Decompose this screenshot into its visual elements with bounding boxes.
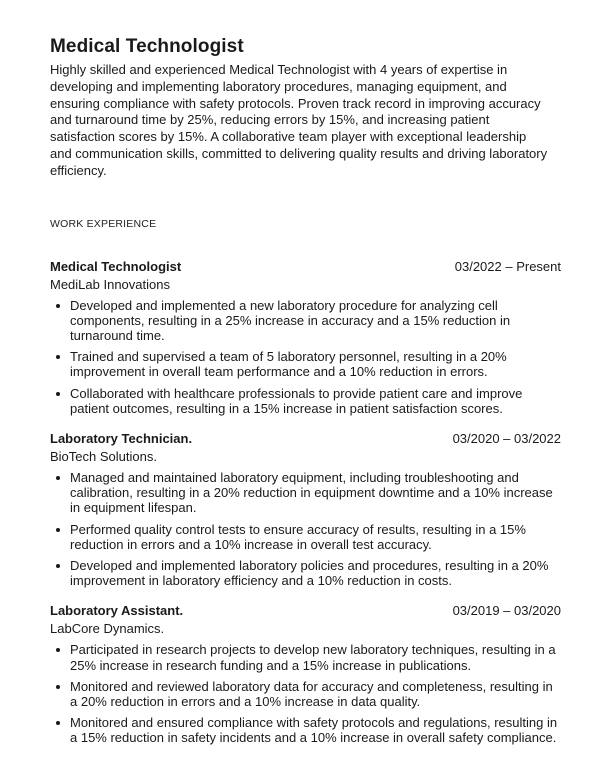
- professional-summary: Highly skilled and experienced Medical Technologist with 4 years of expertise in developing and implementing laboratory procedures, managing equipment, and ensuring compliance with safety protocols. Proven track record in improving accuracy and turnaround time by 25%, reducing errors by 15%, and increasing patient satisfaction scores by 15%. A collaborative team player with exceptional leadership and communication skills, committed to delivering quality results and driving laboratory efficiency.: [50, 62, 548, 178]
- job-bullet: Trained and supervised a team of 5 laboratory personnel, resulting in a 20% improvement in overall team performance and a 10% reduction in errors.: [50, 349, 562, 379]
- job-entry: [50, 430, 561, 588]
- job-bullet-list: [50, 470, 561, 588]
- job-title: Medical Technologist: [50, 258, 182, 274]
- resume-title: Medical Technologist: [50, 36, 244, 57]
- job-bullet-list: [50, 298, 561, 416]
- job-bullet: Managed and maintained laboratory equipment, including troubleshooting and calibration, resulting in a 20% reduction in equipment downtime and a 10% increase in equipment lifespan.: [50, 470, 562, 516]
- job-entry: [50, 258, 561, 416]
- job-title: Laboratory Assistant.: [50, 603, 184, 619]
- job-header: [50, 258, 561, 276]
- job-bullet: Performed quality control tests to ensure accuracy of results, resulting in a 15% reduction in errors and a 10% increase in overall test accuracy.: [50, 522, 562, 552]
- work-experience-heading: WORK EXPERIENCE: [50, 217, 157, 230]
- job-company: LabCore Dynamics.: [50, 621, 165, 637]
- job-company: BioTech Solutions.: [50, 449, 157, 464]
- job-header: [50, 430, 561, 448]
- job-bullet: Developed and implemented laboratory policies and procedures, resulting in a 20% improvement in laboratory efficiency and a 10% reduction in costs.: [50, 558, 562, 588]
- job-bullet: Developed and implemented a new laboratory procedure for analyzing cell components, resulting in a 25% increase in accuracy and a 15% reduction in turnaround time.: [50, 298, 562, 344]
- job-bullet: Participated in research projects to develop new laboratory techniques, resulting in a 25% increase in research funding and a 15% increase in publications.: [50, 642, 562, 672]
- job-company: MediLab Innovations: [50, 276, 170, 292]
- job-bullet: Monitored and ensured compliance with safety protocols and regulations, resulting in a 15% reduction in safety incidents and a 10% increase in overall safety compliance.: [50, 715, 562, 745]
- job-header: [50, 602, 561, 620]
- job-title: Laboratory Technician.: [50, 431, 193, 446]
- job-bullet: Collaborated with healthcare professionals to provide patient care and improve patient outcomes, resulting in a 15% increase in patient satisfaction scores.: [50, 386, 562, 416]
- job-bullet-list: [50, 642, 561, 745]
- job-bullet: Monitored and reviewed laboratory data for accuracy and completeness, resulting in a 20% reduction in errors and a 10% increase in data quality.: [50, 679, 562, 709]
- job-dates: 03/2019 – 03/2020: [452, 603, 561, 619]
- job-dates: 03/2020 – 03/2022: [452, 431, 561, 446]
- job-dates: 03/2022 – Present: [454, 258, 561, 274]
- job-entry: [50, 602, 561, 745]
